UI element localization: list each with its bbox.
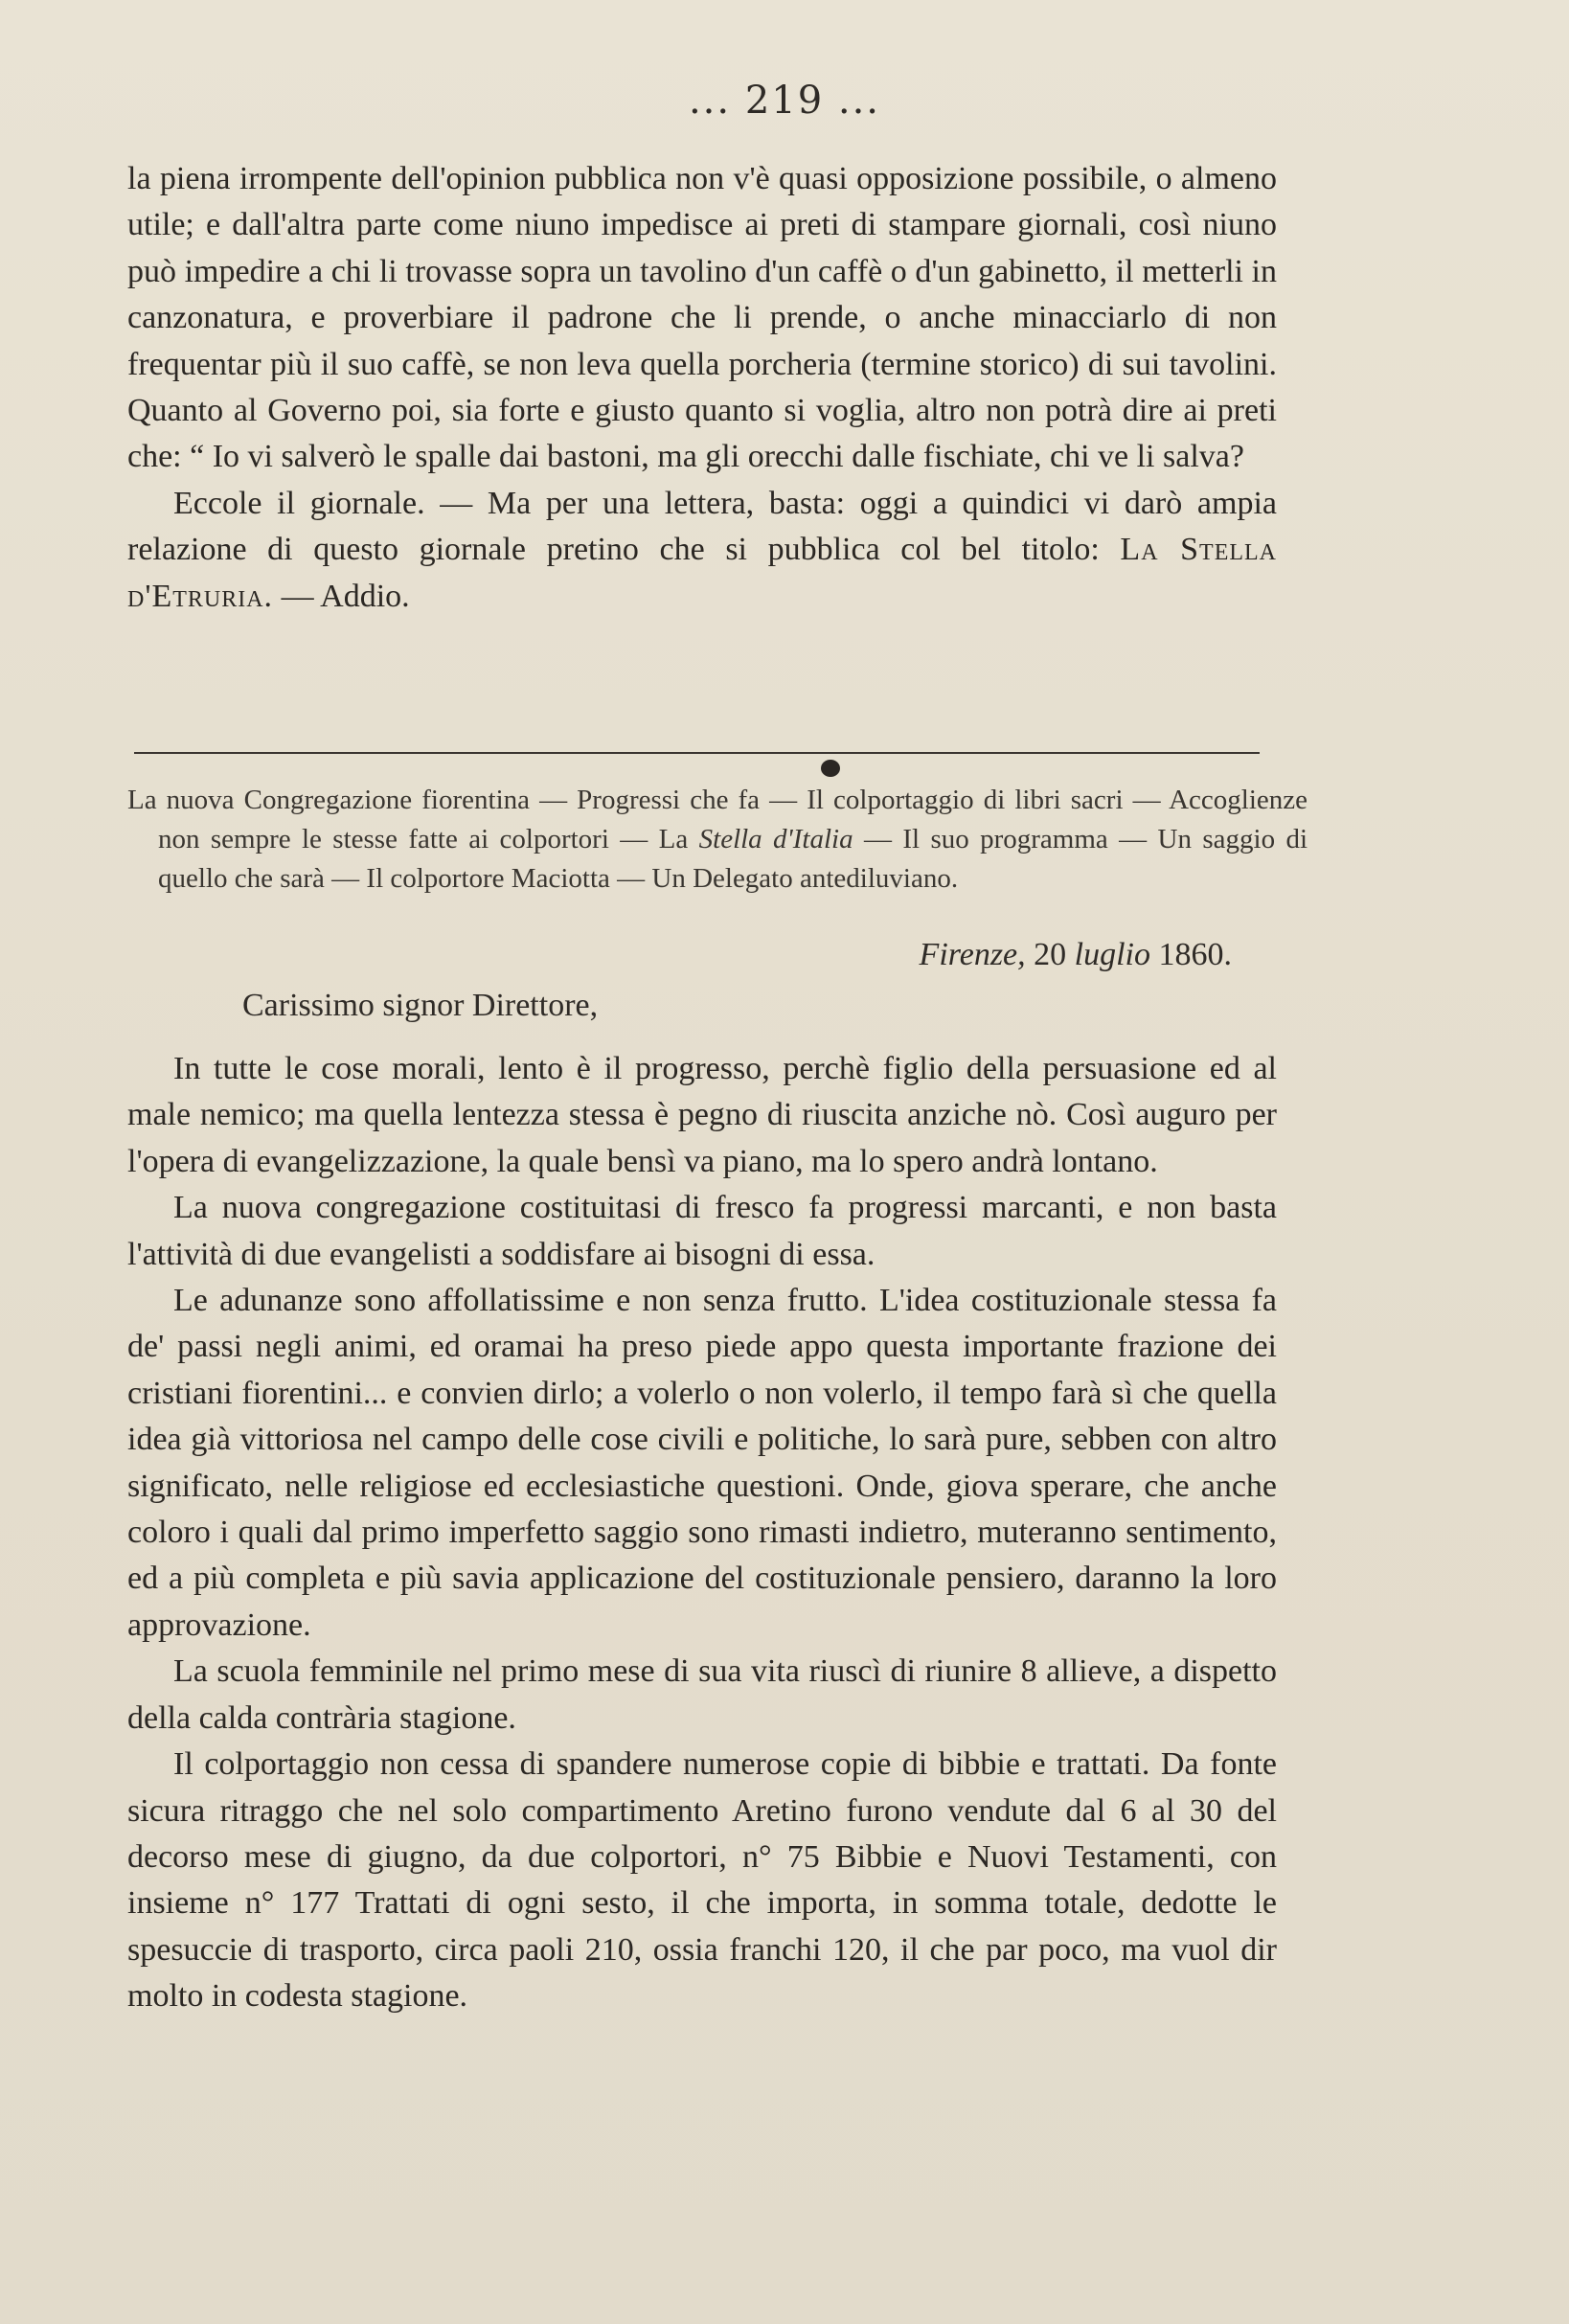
letter-paragraph: La nuova congregazione costituitasi di fresco fa progressi marcanti, e non basta l'attività di due evangelisti a soddisfare ai bisogni di essa. — [127, 1190, 1277, 1272]
farewell: — Addio. — [281, 578, 410, 614]
letter-paragraph: Il colportaggio non cessa di spandere numerose copie di bibbie e trattati. Da fonte sicura ritraggo che nel solo compartimento Aretino furono vendute dal 6 al 30 del decorso mese di giugno, da due colportori, n° 75 Bibbie e Nuovi Testamenti, con insieme n° 177 Trattati di ogni sesto, il che importa, in somma totale, dedotte le spesuccie di trasporto, circa paoli 210, ossia franchi 120, il che par poco, ma vuol dir molto in codesta stagione. — [127, 1746, 1277, 2015]
dateline-year: 1860. — [1158, 937, 1232, 972]
summary-part-2: — Il suo programma — Un saggio di quello che sarà — Il colportore Maciotta — Un Delegato antediluviano. — [158, 824, 1308, 894]
paragraph-closing — [127, 481, 1277, 620]
divider-ornament — [821, 760, 840, 777]
top-section — [127, 156, 1277, 620]
journal-title: La Stella d'Etruria. — [127, 532, 1278, 614]
summary-italic-title: Stella d'Italia — [698, 824, 853, 854]
paragraph-continued: la piena irrompente dell'opinion pubblica non v'è quasi opposizione possibile, o almeno utile; e dall'altra parte come niuno impedisce ai preti di stampare giornali, così niuno può impedire a chi li trovasse sopra un tavolino d'un caffè o d'un gabinetto, il metterli in canzonatura, e proverbiare il padrone che li prende, o anche minacciarlo di non frequentar più il suo caffè, se non leva quella porcheria (termine storico) di sui tavolini. Quanto al Governo poi, sia forte e giusto quanto si voglia, altro non potrà dire ai preti che: “ Io vi salverò le spalle dai bastoni, ma gli orecchi dalle fischiate, chi ve li salva? — [127, 161, 1277, 475]
letter-paragraph: La scuola femminile nel primo mese di sua vita riuscì di riunire 8 allieve, a dispetto della calda contrària stagione. — [127, 1653, 1277, 1736]
summary-part-1: La nuova Congregazione fiorentina — Progressi che fa — Il colportaggio di libri sacri — Accoglienze non sempre le stesse fatte ai colportori — La — [127, 785, 1308, 854]
dateline-day: 20 — [1034, 937, 1067, 972]
letter-paragraph: Le adunanze sono affollatissime e non senza frutto. L'idea costituzionale stessa fa de' passi negli animi, ed oramai ha preso piede appo questa importante frazione dei cristiani fiorentini... e convien dirlo; a volerlo o non volerlo, il tempo farà sì che quella idea già vittoriosa nel campo delle cose civili e politiche, lo sarà pure, sebben con altro significato, nelle religiose ed ecclesiastiche questioni. Onde, giova sperare, che anche coloro i quali dal primo imperfetto saggio sono rimasti indietro, muteranno sentimento, ed a più completa e più savia applicazione del costituzionale pensiero, daranno la loro approvazione. — [127, 1283, 1277, 1643]
letter-body — [127, 1046, 1277, 2020]
dateline-place: Firenze, — [919, 937, 1026, 972]
letter-paragraph: In tutte le cose morali, lento è il progresso, perchè figlio della persuasione ed al male nemico; ma quella lentezza stessa è pegno di riuscita anziche nò. Così auguro per l'opera di evangelizzazione, la quale bensì va piano, ma lo spero andrà lontano. — [127, 1051, 1277, 1179]
letter-summary — [127, 781, 1308, 899]
closing-text: Eccole il giornale. — Ma per una lettera, basta: oggi a quindici vi darò ampia relazione di questo giornale pretino che si pubblica col bel titolo: — [127, 485, 1277, 568]
section-divider — [134, 752, 1260, 754]
dateline-month: luglio — [1074, 937, 1150, 972]
page-number: ... 219 ... — [688, 79, 881, 123]
dateline — [920, 937, 1232, 973]
salutation: Carissimo signor Direttore, — [242, 988, 599, 1023]
